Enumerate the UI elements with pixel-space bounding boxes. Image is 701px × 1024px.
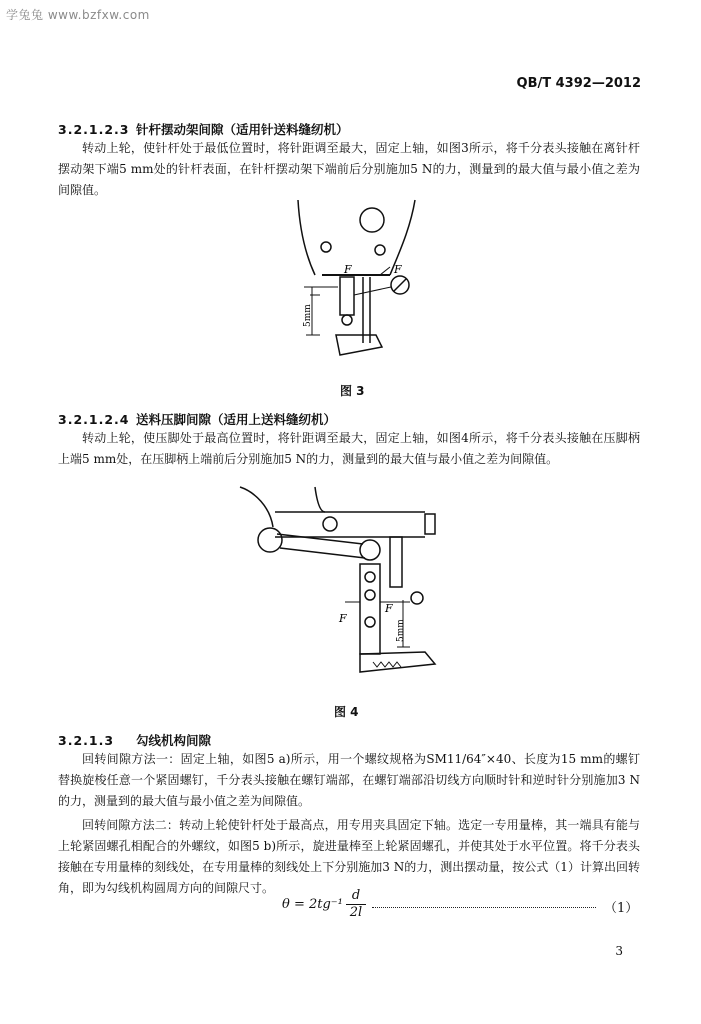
screw-low-icon [365,590,375,600]
screw-mid-icon [365,572,375,582]
screw-top-icon [323,517,337,531]
section-heading-3-2-1-2-4 [58,410,336,428]
formula-number: （1） [604,901,639,916]
watermark: 学兔兔 www.bzfxw.com [6,8,150,22]
section-number: 3.2.1.3 [58,733,115,748]
vertical-post [390,537,402,587]
presser-foot [336,335,382,355]
figure-3-5mm: 5mm [303,304,313,327]
document-number: QB/T 4392—2012 [516,76,641,91]
screw-foot-icon [365,617,375,627]
figure-4-F-left: F [339,612,347,625]
formula-lhs: θ = 2tg⁻¹ [282,897,343,912]
figure-4-caption: 图 4 [334,705,359,719]
section-title: 送料压脚间隙（适用上送料缝纫机） [136,412,337,427]
arm-hole [360,208,384,232]
formula-1 [282,888,642,928]
figure-3-F-left: F [344,263,352,276]
figure-3-diagram [290,195,420,370]
arm-left-edge [298,200,315,275]
section-heading-3-2-1-3 [58,731,211,749]
figure-4-diagram [235,482,445,692]
figure-3-caption: 图 3 [340,384,365,398]
needle-bar [340,277,354,315]
screw-right-icon [375,245,385,255]
section-title: 针杆摆动架间隙（适用针送料缝纫机） [136,122,349,137]
arm-inner-edge [315,487,325,512]
lever-arm-bottom [280,548,365,558]
lever-pivot-left-icon [258,528,282,552]
section-3-2-1-3-method-1: 回转间隙方法一：固定上轴，如图5 a)所示，用一个螺纹规格为SM11/64″×40、长度为15 mm的螺钉替换旋梭任意一个紧固螺钉，千分表头接触在螺钉端部，在螺钉端部沿切线方向顺时针和逆时针分别施加3 N的力，测量到的最大值与最小值之差为间隙值。 [58,752,640,808]
arm-left-edge [240,487,273,527]
needle-clamp-icon [342,315,352,325]
lever-arm-top [277,534,363,544]
presser-bar [360,564,380,654]
section-number: 3.2.1.2.4 [58,412,130,427]
section-heading-3-2-1-2-3 [58,120,349,138]
formula-fraction [346,888,366,921]
formula-denominator: 2l [349,905,363,920]
page-number: 3 [615,944,623,958]
formula-leader-dots [372,897,596,908]
formula-numerator: d [351,888,361,903]
force-arrow-right [380,267,390,275]
head-end [425,514,435,534]
section-body-3-2-1-2-3: 转动上轮，使针杆处于最低位置时，将针距调至最大，固定上轴，如图3所示，将千分表头接触在离针杆摆动架下端5 mm处的针杆表面，在针杆摆动架下端前后分别施加5 N的力，测量到的最大值与最小值之差为间隙值。 [58,141,640,197]
figure-3-F-right: F [394,263,402,276]
section-title: 勾线机构间隙 [136,733,212,748]
feed-dog-teeth [373,662,401,667]
figure-4-5mm: 5mm [396,619,406,642]
lever-pivot-right-icon [360,540,380,560]
screw-left-icon [321,242,331,252]
figure-4-F-right: F [385,602,393,615]
dial-indicator-icon [411,592,423,604]
section-3-2-1-3-method-2: 回转间隙方法二：转动上轮使针杆处于最高点，用专用夹具固定下轴。选定一专用量棒，其一端具有能与上轮紧固螺孔相配合的外螺纹，如图5 b)所示，旋进量棒至上轮紧固螺孔，并使其处于水平位置。将千分表头接触在专用量棒的刻线处，在专用量棒的刻线处上下分别施加3 N的力，测出摆动量，按公式（1）计算出回转角，即为勾线机构圆周方向的间隙尺寸。 [58,818,640,895]
section-body-3-2-1-2-4: 转动上轮，使压脚处于最高位置时，将针距调至最大，固定上轴，如图4所示，将千分表头接触在压脚柄上端5 mm处，在压脚柄上端前后分别施加5 N的力，测量到的最大值与最小值之差为间隙值。 [58,431,640,466]
section-number: 3.2.1.2.3 [58,122,130,137]
